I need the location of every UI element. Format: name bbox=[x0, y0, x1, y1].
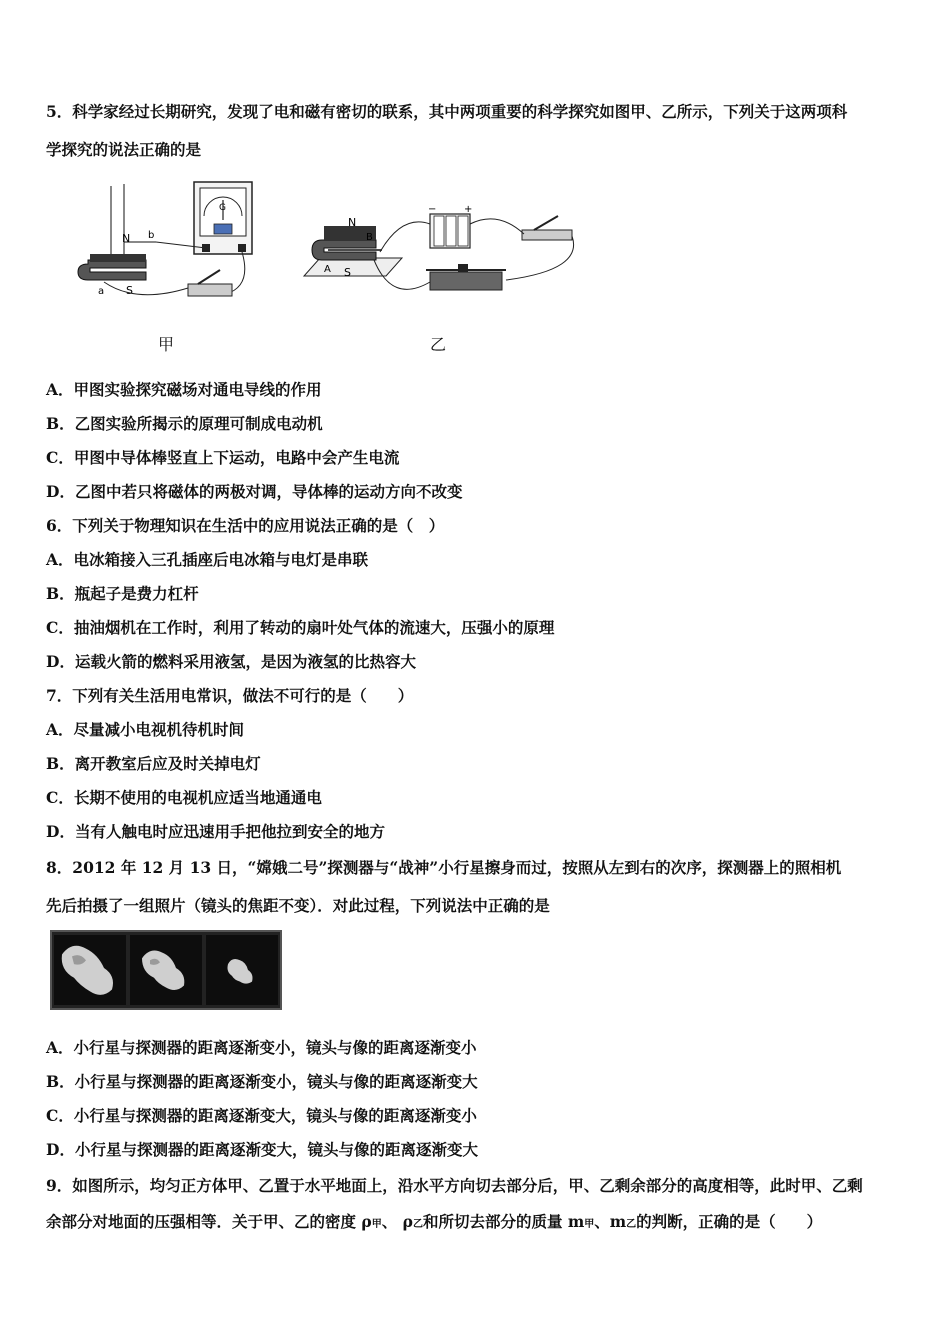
asteroid-photo-strip bbox=[50, 930, 282, 1010]
q6-stem: 6．下列关于物理知识在生活中的应用说法正确的是（ ） bbox=[46, 516, 445, 535]
asteroid-photo-1 bbox=[54, 935, 126, 1005]
q7-option-b: B．离开教室后应及时关掉电灯 bbox=[46, 754, 261, 773]
q7-stem: 7．下列有关生活用电常识，做法不可行的是（ ） bbox=[46, 686, 414, 705]
q7-option-d: D．当有人触电时应迅速用手把他拉到安全的地方 bbox=[46, 822, 385, 841]
q6-option-a: A．电冰箱接入三孔插座后电冰箱与电灯是串联 bbox=[46, 550, 369, 569]
magnet-n-label: N bbox=[122, 232, 131, 245]
caption-jia: 甲 bbox=[158, 335, 175, 354]
battery-minus-label: − bbox=[428, 204, 437, 215]
figure-yi bbox=[302, 200, 582, 310]
asteroid-photo-2 bbox=[130, 935, 202, 1005]
q7-option-a: A．尽量减小电视机待机时间 bbox=[46, 720, 245, 739]
q5-stem-line1: 5．科学家经过长期研究，发现了电和磁有密切的联系，其中两项重要的科学探究如图甲、乙所示，下列关于这两项科 bbox=[46, 102, 848, 121]
q6-option-c: C．抽油烟机在工作时，利用了转动的扇叶处气体的流速大，压强小的原理 bbox=[46, 618, 555, 637]
q8-option-a: A．小行星与探测器的距离逐渐变小，镜头与像的距离逐渐变小 bbox=[46, 1038, 477, 1057]
q8-stem-line2: 先后拍摄了一组照片（镜头的焦距不变）．对此过程，下列说法中正确的是 bbox=[46, 896, 550, 915]
terminal-b-label-yi: B bbox=[366, 232, 373, 243]
terminal-a-label-yi: A bbox=[324, 264, 331, 275]
galvanometer-label: G bbox=[219, 203, 226, 213]
q5-stem-line2: 学探究的说法正确的是 bbox=[46, 140, 202, 159]
q8-stem-line1: 8．2012 年 12 月 13 日，“嫦娥二号”探测器与“战神”小行星擦身而过，按照从左到右的次序，探测器上的照相机 bbox=[46, 858, 842, 877]
q5-option-c: C．甲图中导体棒竖直上下运动，电路中会产生电流 bbox=[46, 448, 400, 467]
q9-stem-line2: 余部分对地面的压强相等．关于甲、乙的密度 ρ甲、 ρ乙和所切去部分的质量 m甲、m乙的判断，正确的是（ ） bbox=[46, 1212, 823, 1231]
asteroid-photo-3 bbox=[206, 935, 278, 1005]
q8-option-d: D．小行星与探测器的距离逐渐变大，镜头与像的距离逐渐变大 bbox=[46, 1140, 478, 1159]
magnet-s-label: S bbox=[126, 284, 133, 297]
magnet-s-label-yi: S bbox=[344, 266, 351, 279]
q5-option-a: A．甲图实验探究磁场对通电导线的作用 bbox=[46, 380, 322, 399]
figure-jia bbox=[76, 176, 256, 306]
caption-yi: 乙 bbox=[430, 335, 447, 354]
q5-option-b: B．乙图实验所揭示的原理可制成电动机 bbox=[46, 414, 323, 433]
terminal-b-label: b bbox=[148, 230, 155, 241]
q6-option-b: B．瓶起子是费力杠杆 bbox=[46, 584, 199, 603]
q8-option-b: B．小行星与探测器的距离逐渐变小，镜头与像的距离逐渐变大 bbox=[46, 1072, 478, 1091]
terminal-a-label: a bbox=[98, 286, 105, 297]
magnet-n-label-yi: N bbox=[348, 216, 357, 229]
q5-option-d: D．乙图中若只将磁体的两极对调，导体棒的运动方向不改变 bbox=[46, 482, 463, 501]
q9-stem-line1: 9．如图所示，均匀正方体甲、乙置于水平地面上，沿水平方向切去部分后，甲、乙剩余部分的高度相等，此时甲、乙剩 bbox=[46, 1176, 863, 1195]
q8-option-c: C．小行星与探测器的距离逐渐变大，镜头与像的距离逐渐变小 bbox=[46, 1106, 477, 1125]
q6-option-d: D．运载火箭的燃料采用液氢，是因为液氢的比热容大 bbox=[46, 652, 416, 671]
q7-option-c: C．长期不使用的电视机应适当地通通电 bbox=[46, 788, 322, 807]
battery-plus-label: + bbox=[464, 204, 473, 215]
